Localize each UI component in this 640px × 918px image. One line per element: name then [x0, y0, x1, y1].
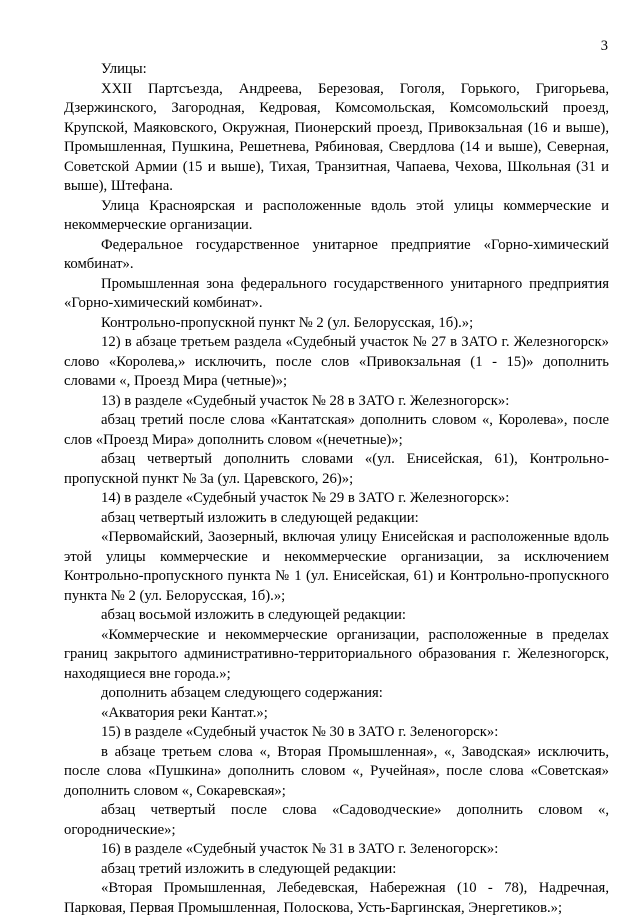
- paragraph: «Акватория реки Кантат.»;: [101, 704, 268, 721]
- paragraph: Улица Красноярская и расположенные вдоль этой улицы коммерческие и некоммерческие организации.: [64, 197, 609, 233]
- paragraph: Контрольно-пропускной пункт № 2 (ул. Белорусская, 1б).»;: [101, 314, 474, 331]
- paragraph: XXII Партсъезда, Андреева, Березовая, Гоголя, Горького, Григорьева, Дзержинского, Загородная, Кедровая, Комсомольская, Комсомольский проезд, Крупской, Маяковского, Окружная, Пионерский проезд, Привокзальная (16 и выше), Промышленная, Пушкина, Решетнева, Рябиновая, Свердлова (14 и выше), Северная, Советской Армии (15 и выше), Тихая, Транзитная, Чапаева, Чехова, Школьная (31 и выше), Штефана.: [64, 80, 609, 194]
- paragraph: Федеральное государственное унитарное предприятие «Горно-химический комбинат».: [64, 236, 609, 272]
- paragraph: Промышленная зона федерального государственного унитарного предприятия «Горно-химический комбинат».: [64, 275, 609, 311]
- paragraph: в абзаце третьем слова «, Вторая Промышленная», «, Заводская» исключить, после слова «Пушкина» дополнить словом «, Ручейная», после слова «Советская» дополнить словом «, Сокаревская»;: [64, 743, 609, 799]
- paragraph: абзац третий изложить в следующей редакции:: [101, 860, 397, 877]
- paragraph: абзац четвертый дополнить словами «(ул. Енисейская, 61), Контрольно-пропускной пункт № 3а (ул. Царевского, 26)»;: [64, 451, 609, 487]
- paragraph: Улицы:: [101, 61, 147, 77]
- paragraph: 13) в разделе «Судебный участок № 28 в ЗАТО г. Железногорск»:: [101, 392, 510, 409]
- document-body: [64, 60, 609, 918]
- paragraph: абзац третий после слова «Кантатская» дополнить словом «, Королева», после слов «Проезд Мира» дополнить словом «(нечетные)»;: [64, 412, 609, 448]
- paragraph: абзац восьмой изложить в следующей редакции:: [101, 607, 406, 623]
- paragraph: 14) в разделе «Судебный участок № 29 в ЗАТО г. Железногорск»:: [101, 490, 510, 506]
- paragraph: абзац четвертый изложить в следующей редакции:: [101, 509, 419, 526]
- page-number: 3: [600, 38, 608, 54]
- paragraph: 15) в разделе «Судебный участок № 30 в ЗАТО г. Зеленогорск»:: [101, 724, 499, 740]
- paragraph: 16) в разделе «Судебный участок № 31 в ЗАТО г. Зеленогорск»:: [101, 841, 499, 857]
- paragraph: «Коммерческие и некоммерческие организации, расположенные в пределах границ закрытого административно-территориального образования г. Железногорск, находящиеся вне города.»;: [64, 626, 609, 682]
- paragraph: дополнить абзацем следующего содержания:: [101, 685, 383, 701]
- paragraph: «Вторая Промышленная, Лебедевская, Набережная (10 - 78), Надречная, Парковая, Первая Промышленная, Полоскова, Усть-Баргинская, Энергетиков.»;: [64, 880, 609, 916]
- paragraph: абзац четвертый после слова «Садоводческие» дополнить словом «, огороднические»;: [64, 802, 609, 838]
- paragraph: 12) в абзаце третьем раздела «Судебный участок № 27 в ЗАТО г. Железногорск» слово «Королева,» исключить, после слов «Привокзальная (1 - 15)» дополнить словами «, Проезд Мира (четные)»;: [64, 334, 609, 389]
- paragraph: «Первомайский, Заозерный, включая улицу Енисейская и расположенные вдоль этой улицы коммерческие и некоммерческие организации, за исключением Контрольно-пропускного пункта № 1 (ул. Енисейская, 61) и Контрольно-пропускного пункта № 2 (ул. Белорусская, 1б).»;: [64, 529, 609, 604]
